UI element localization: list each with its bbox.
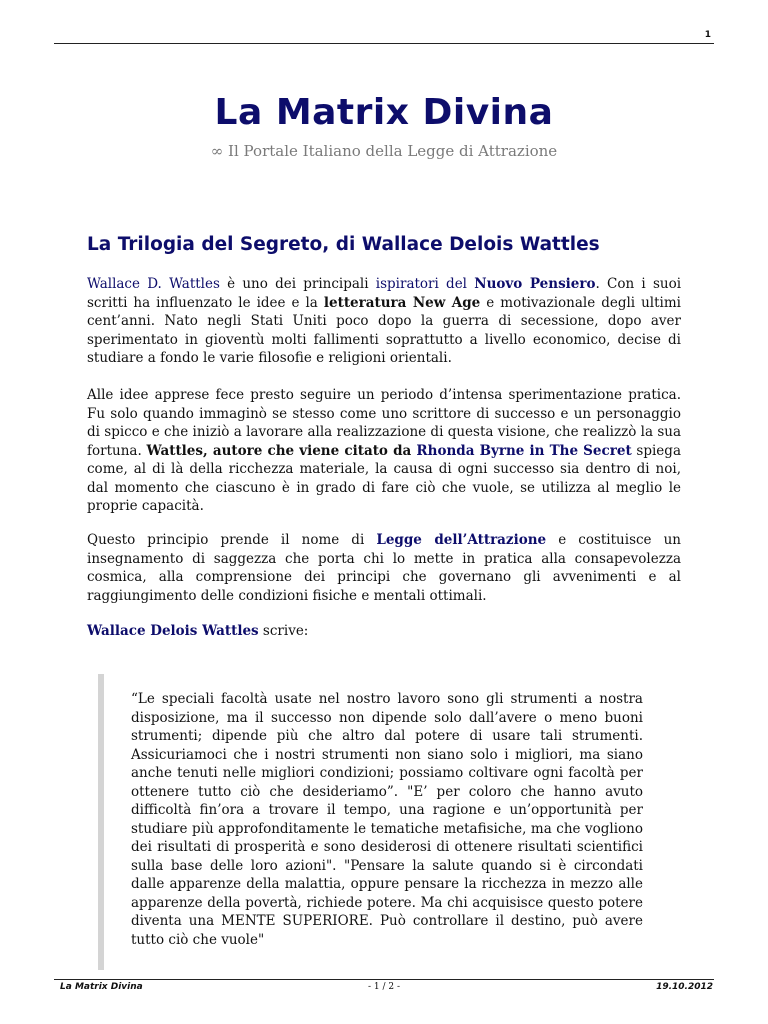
link-wallace-wattles[interactable]: Wallace D. Wattles bbox=[87, 276, 220, 292]
footer-divider bbox=[54, 979, 714, 980]
footer-site-name: La Matrix Divina bbox=[60, 982, 143, 992]
text-segment: spiega come, al di là della ricchezza materiale, la causa di ogni successo sia dentro di noi, dal momento che ciascuno è in grado di fare ciò che vuole, se utilizza al meglio le proprie capacità. bbox=[87, 442, 681, 514]
text-segment: Questo principio prende il nome di bbox=[87, 532, 377, 548]
blockquote-text: “Le speciali facoltà usate nel nostro lavoro sono gli strumenti a nostra disposizione, ma il successo non dipende solo dall’avere o meno buoni strumenti; dipende più che altro dal potere di usare tali strumenti. Assicuriamoci che i nostri strumenti non siano solo i migliori, ma siano anche tenuti nelle migliori condizioni; possiamo coltivare ogni facoltà per ottenere tutto ciò che desideriamo”. "E’ per coloro che hanno avuto difficoltà fin’ora a trovare il tempo, una ragione e un’opportunità per studiare più approfonditamente le tematiche metafisiche, ma che vogliono dei risultati di prosperità e sono desiderosi di ottenere risultati scientifici sulla base delle loro azioni". "Pensare la salute quando si è circondati dalle apparenze della malattia, oppure pensare la ricchezza in mezzo alle apparenze della povertà, richiede potere. Ma chi acquisisce questo potere diventa una MENTE SUPERIORE. Può controllare il destino, può avere tutto ciò che vuole" bbox=[131, 691, 643, 948]
site-title[interactable]: La Matrix Divina bbox=[214, 92, 554, 133]
bold-wattles-citato: Wattles, autore che viene citato da bbox=[146, 442, 417, 459]
text-segment: è uno dei principali bbox=[219, 276, 376, 292]
footer-page-count: - 1 / 2 - bbox=[367, 982, 400, 992]
text-segment: scrive: bbox=[258, 623, 309, 639]
footer-date: 19.10.2012 bbox=[656, 982, 713, 992]
text-segment: e motivazionale degli ultimi cent’anni. Nato negli Stati Uniti poco dopo la guerra di secessione, dopo aver sperimentato in gioventù molti fallimenti soprattutto a livello economico, decise di studiare a fondo le varie filosofie e religioni orientali. bbox=[87, 294, 681, 366]
link-ispiratori[interactable]: ispiratori del bbox=[375, 276, 475, 292]
text-segment: e costituisce un insegnamento di saggezza che porta chi lo mette in pratica alla consapevolezza cosmica, alla comprensione dei principi che governano gli avvenimenti e al raggiungimento delle condizioni fisiche e mentali ottimali. bbox=[87, 532, 682, 604]
paragraph-sperimentazione bbox=[87, 386, 681, 516]
header-divider bbox=[54, 43, 714, 44]
article-title[interactable]: La Trilogia del Segreto, di Wallace Delois Wattles bbox=[87, 234, 600, 255]
paragraph-legge-attrazione bbox=[87, 531, 681, 605]
bold-letteratura: letteratura New Age bbox=[323, 294, 481, 311]
paragraph-scrive bbox=[87, 622, 681, 641]
link-wallace-delois-wattles[interactable]: Wallace Delois Wattles bbox=[87, 623, 259, 639]
site-subtitle: ∞ Il Portale Italiano della Legge di Attrazione bbox=[210, 142, 558, 160]
link-rhonda-byrne[interactable]: Rhonda Byrne in The Secret bbox=[416, 442, 632, 459]
text-segment: Alle idee apprese fece presto seguire un periodo d’intensa sperimentazione pratica. Fu solo quando immaginò se stesso come uno scrittore di successo e un personaggio di spicco e che iniziò a lavorare alla realizzazione di questa visione, che realizzò la sua fortuna. bbox=[87, 387, 681, 459]
page-number: 1 bbox=[704, 30, 711, 40]
text-segment: . Con i suoi scritti ha influenzato le idee e la bbox=[87, 276, 682, 311]
link-legge-attrazione[interactable]: Legge dell’Attrazione bbox=[376, 532, 547, 548]
paragraph-intro bbox=[87, 275, 681, 368]
blockquote-bar bbox=[98, 674, 104, 970]
link-nuovo-pensiero[interactable]: Nuovo Pensiero bbox=[474, 276, 596, 292]
